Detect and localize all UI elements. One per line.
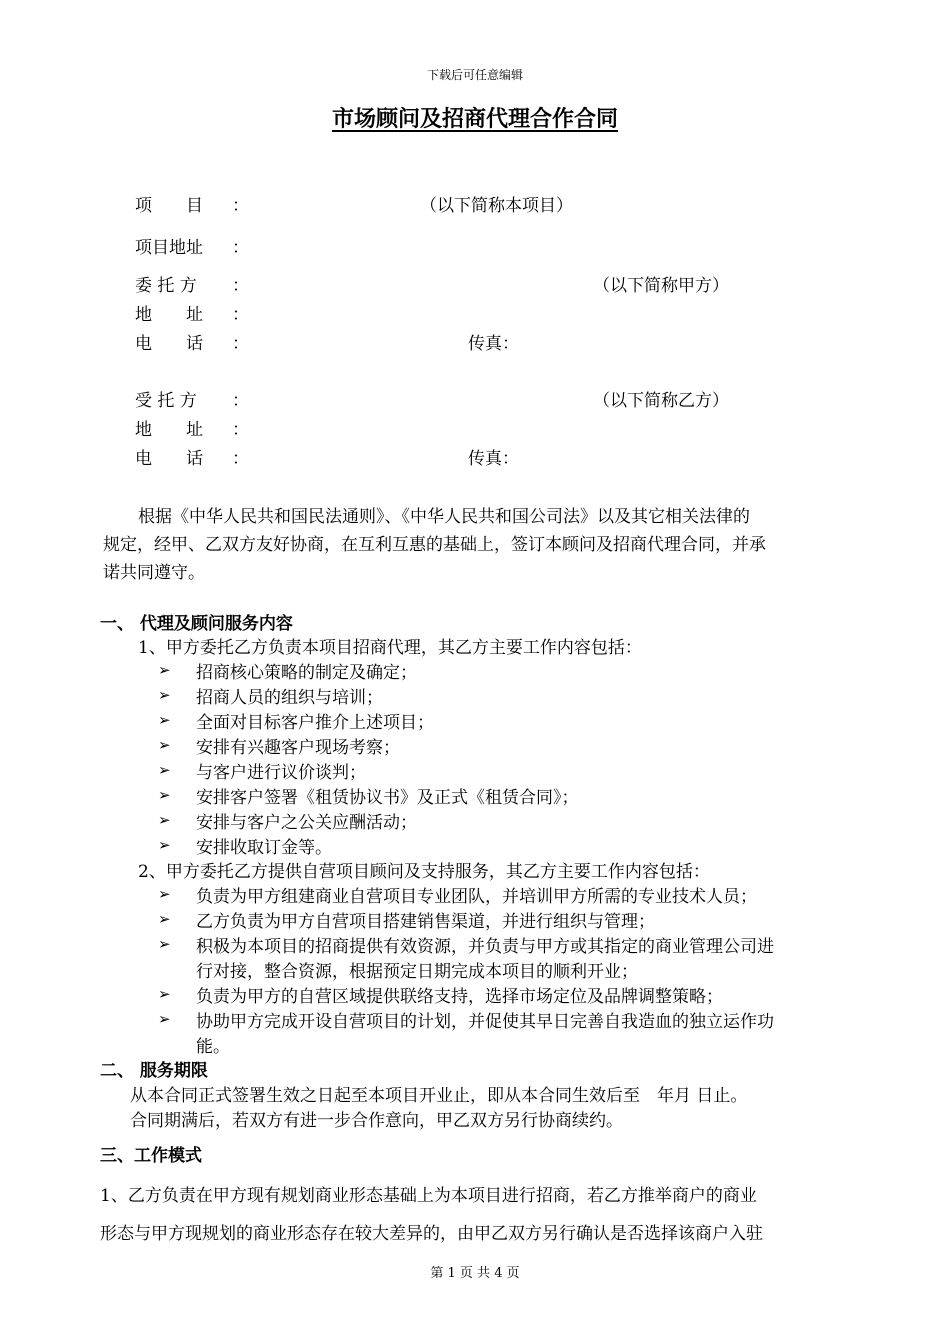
section1-item1: 1、甲方委托乙方负责本项目招商代理，其乙方主要工作内容包括： [138, 638, 642, 658]
bullet-item-continued: 行对接，整合资源，根据预定日期完成本项目的顺利开业； [196, 962, 638, 982]
section2-line: 从本合同正式签署生效之日起至本项目开业止，即从本合同生效后至 年月 日止。 [130, 1086, 748, 1106]
colon: ： [232, 391, 249, 411]
bullet-item: 安排与客户之公关应酬活动； [196, 813, 417, 833]
arrow-bullet-icon: ➢ [158, 1010, 171, 1028]
colon: ： [232, 196, 249, 216]
colon: ： [232, 449, 249, 469]
section1-item2: 2、甲方委托乙方提供自营项目顾问及支持服务，其乙方主要工作内容包括： [138, 862, 710, 882]
arrow-bullet-icon: ➢ [158, 885, 171, 903]
colon: ： [232, 305, 249, 325]
colon: ： [232, 276, 249, 296]
bullet-item: 招商核心策略的制定及确定； [196, 663, 417, 683]
arrow-bullet-icon: ➢ [158, 786, 171, 804]
section2-heading: 二、 服务期限 [100, 1061, 208, 1081]
agent-label: 受 托 方 [135, 391, 197, 411]
title-text: 市场顾问及招商代理合作合同 [331, 107, 618, 132]
arrow-bullet-icon: ➢ [158, 985, 171, 1003]
colon: ： [232, 238, 249, 258]
bullet-item: 全面对目标客户推介上述项目； [196, 713, 434, 733]
arrow-bullet-icon: ➢ [158, 661, 171, 679]
bullet-item: 负责为甲方的自营区域提供联络支持，选择市场定位及品牌调整策略； [196, 987, 723, 1007]
section3-line: 1、乙方负责在甲方现有规划商业形态基础上为本项目进行招商，若乙方推举商户的商业 [100, 1186, 757, 1206]
client-phone-label: 电 话 [135, 334, 203, 354]
arrow-bullet-icon: ➢ [158, 811, 171, 829]
section3-heading: 三、工作模式 [100, 1146, 202, 1166]
page-footer: 第 1 页 共 4 页 [430, 1266, 520, 1281]
arrow-bullet-icon: ➢ [158, 910, 171, 928]
bullet-item: 安排有兴趣客户现场考察； [196, 738, 400, 758]
bullet-item: 积极为本项目的招商提供有效资源，并负责与甲方或其指定的商业管理公司进 [196, 937, 774, 957]
bullet-item: 安排客户签署《租赁协议书》及正式《租赁合同》； [196, 788, 579, 808]
intro-line: 诺共同遵守。 [103, 563, 205, 583]
agent-phone-label: 电 话 [135, 449, 203, 469]
address-label: 项目地址 [135, 238, 203, 258]
bullet-item: 负责为甲方组建商业自营项目专业团队，并培训甲方所需的专业技术人员； [196, 887, 757, 907]
section3-line: 形态与甲方现规划的商业形态存在较大差异的，由甲乙双方另行确认是否选择该商户入驻 [100, 1224, 763, 1244]
document-title [0, 102, 950, 133]
colon: ： [232, 420, 249, 440]
client-label: 委 托 方 [135, 276, 197, 296]
intro-line: 规定，经甲、乙双方友好协商，在互利互惠的基础上，签订本顾问及招商代理合同，并承 [103, 535, 766, 555]
arrow-bullet-icon: ➢ [158, 686, 171, 704]
client-address-label: 地 址 [135, 305, 203, 325]
arrow-bullet-icon: ➢ [158, 761, 171, 779]
colon: ： [232, 334, 249, 354]
bullet-item: 协助甲方完成开设自营项目的计划，并促使其早日完善自我造血的独立运作功 [196, 1012, 774, 1032]
arrow-bullet-icon: ➢ [158, 836, 171, 854]
project-note: （以下简称本项目） [420, 196, 573, 216]
client-fax-label: 传真： [468, 334, 519, 354]
project-label: 项 目 [135, 196, 203, 216]
client-note: （以下简称甲方） [593, 276, 729, 296]
arrow-bullet-icon: ➢ [158, 711, 171, 729]
bullet-item: 安排收取订金等。 [196, 838, 332, 858]
bullet-item: 招商人员的组织与培训； [196, 688, 383, 708]
agent-fax-label: 传真： [468, 449, 519, 469]
section1-heading: 一、 代理及顾问服务内容 [100, 614, 293, 634]
bullet-item: 与客户进行议价谈判； [196, 763, 366, 783]
bullet-item: 乙方负责为甲方自营项目搭建销售渠道，并进行组织与管理； [196, 912, 655, 932]
agent-note: （以下简称乙方） [593, 391, 729, 411]
agent-address-label: 地 址 [135, 420, 203, 440]
arrow-bullet-icon: ➢ [158, 935, 171, 953]
intro-line: 根据《中华人民共和国民法通则》、《中华人民共和国公司法》以及其它相关法律的 [138, 507, 750, 527]
section2-line: 合同期满后，若双方有进一步合作意向，甲乙双方另行协商续约。 [130, 1111, 623, 1131]
header-note: 下载后可任意编辑 [426, 68, 523, 82]
arrow-bullet-icon: ➢ [158, 736, 171, 754]
bullet-item-continued: 能。 [196, 1037, 230, 1057]
